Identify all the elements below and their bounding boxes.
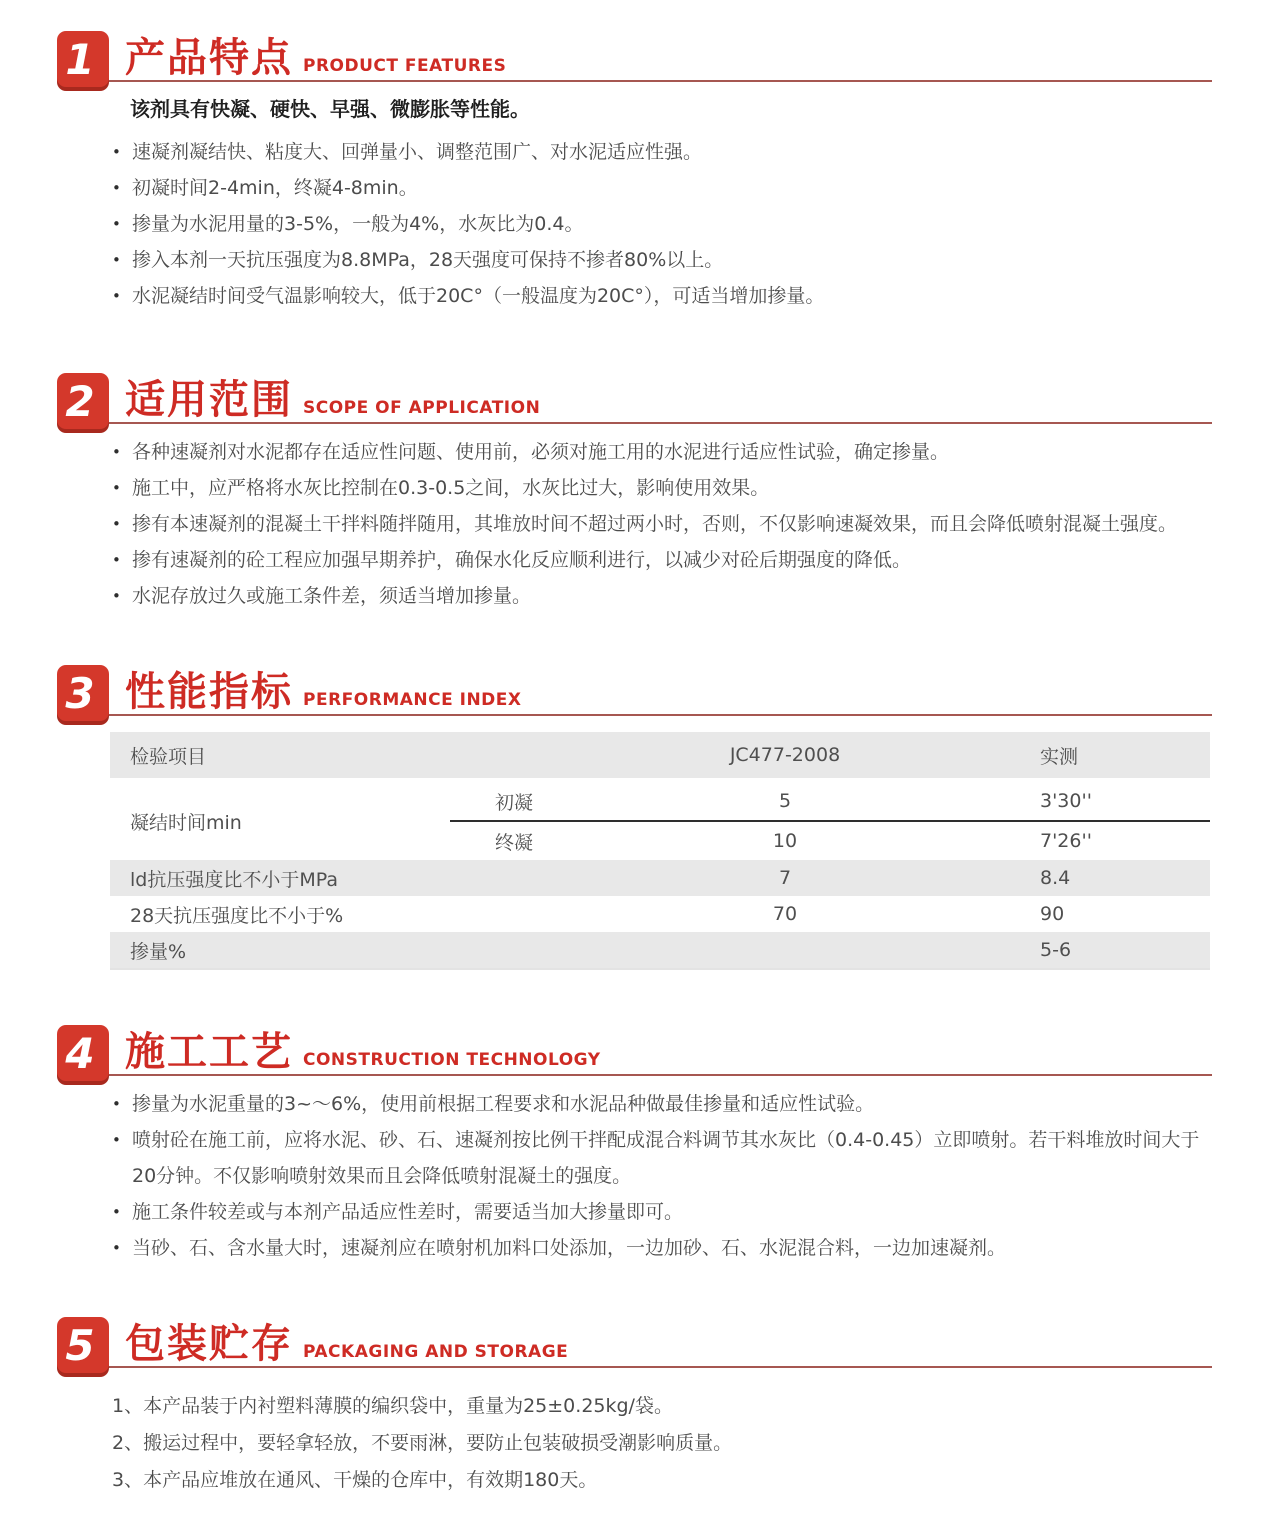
table-subrow-final-set (450, 822, 1210, 860)
table-cell: 终凝 (495, 831, 534, 854)
bullet-dot: • (112, 479, 121, 497)
table-cell: 5-6 (1040, 939, 1072, 961)
table-cell: 90 (1040, 903, 1065, 925)
section-title-cn: 性能指标 (125, 669, 293, 715)
table-row-dosage (110, 932, 1210, 968)
section-title-en: SCOPE OF APPLICATION (303, 398, 541, 418)
bullet-item: • 掺有速凝剂的砼工程应加强早期养护，确保水化反应顺利进行，以减少对砼后期强度的降低。 (112, 542, 1210, 578)
section-title-en: PERFORMANCE INDEX (303, 690, 522, 710)
section-1-number-badge (57, 31, 109, 87)
bullet-item: • 水泥存放过久或施工条件差，须适当增加掺量。 (112, 578, 1210, 614)
packaging-list (112, 1388, 1210, 1499)
table-cell: 10 (772, 830, 798, 852)
table-header-cell: 检验项目 (130, 745, 207, 768)
bullet-dot: • (112, 1239, 121, 1257)
construction-bullet-list (112, 1086, 1210, 1266)
bullet-dot: • (112, 215, 121, 233)
numbered-item: 1、本产品装于内衬塑料薄膜的编织袋中，重量为25±0.25kg/袋。 (112, 1395, 673, 1417)
bullet-item: • 各种速凝剂对水泥都存在适应性问题、使用前，必须对施工用的水泥进行适应性试验，确定掺量。 (112, 434, 1210, 470)
bullet-item: • 掺有本速凝剂的混凝土干拌料随拌随用，其堆放时间不超过两小时，否则，不仅影响速凝效果，而且会降低喷射混凝土强度。 (112, 506, 1210, 542)
section-product-features (0, 0, 1280, 314)
table-cell: 8.4 (1040, 867, 1071, 889)
section-5-number-badge (57, 1317, 109, 1373)
bullet-dot: • (112, 251, 121, 269)
section-4-number-badge (57, 1025, 109, 1081)
bullet-item: • 掺入本剂一天抗压强度为8.8MPa，28天强度可保持不掺者80%以上。 (112, 242, 1210, 278)
table-row-1d-strength (110, 860, 1210, 896)
table-header-cell: 实测 (1040, 745, 1079, 768)
setting-time-sub-block (450, 782, 1210, 860)
table-cell: 28天抗压强度比不小于% (130, 904, 344, 927)
bullet-dot: • (112, 287, 121, 305)
section-5-header (57, 1308, 1212, 1368)
table-header-row (110, 732, 1210, 778)
performance-table (110, 732, 1210, 970)
bullet-dot: • (112, 1131, 121, 1149)
section-title-en: PACKAGING AND STORAGE (303, 1342, 569, 1362)
table-cell: 70 (772, 903, 798, 925)
section-title-cn: 施工工艺 (125, 1029, 293, 1075)
bullet-dot: • (112, 143, 121, 161)
bullet-item: • 速凝剂凝结快、粘度大、回弹量小、调整范围广、对水泥适应性强。 (112, 134, 1210, 170)
bullet-item: • 掺量为水泥重量的3~～6%，使用前根据工程要求和水泥品种做最佳掺量和适应性试验。 (112, 1086, 1210, 1122)
table-cell: 3'30'' (1040, 790, 1092, 812)
section-1-header (57, 22, 1212, 82)
bullet-dot: • (112, 587, 121, 605)
bullet-dot: • (112, 1095, 121, 1113)
bullet-dot: • (112, 179, 121, 197)
section-number: 5 (65, 1320, 95, 1370)
table-subrow-initial-set (450, 782, 1210, 820)
section-2-number-badge (57, 373, 109, 429)
section-number: 1 (65, 34, 95, 84)
table-cell: 7 (778, 867, 792, 889)
section-title-en: CONSTRUCTION TECHNOLOGY (303, 1050, 601, 1070)
feature-bullet-list (112, 134, 1210, 314)
intro-text: 该剂具有快凝、硬快、早强、微膨胀等性能。 (130, 97, 530, 121)
bullet-item: • 施工条件较差或与本剂产品适应性差时，需要适当加大掺量即可。 (112, 1194, 1210, 1230)
section-number: 4 (65, 1028, 95, 1078)
numbered-item: 2、搬运过程中，要轻拿轻放，不要雨淋，要防止包装破损受潮影响质量。 (112, 1432, 733, 1454)
bullet-dot: • (112, 1203, 121, 1221)
bullet-item: • 掺量为水泥用量的3-5%，一般为4%，水灰比为0.4。 (112, 206, 1210, 242)
section-3-number-badge (57, 665, 109, 721)
table-cell: 掺量% (130, 940, 187, 963)
section-number: 3 (65, 668, 95, 718)
section-packaging-storage (0, 1308, 1280, 1499)
bullet-item: • 施工中，应严格将水灰比控制在0.3-0.5之间，水灰比过大，影响使用效果。 (112, 470, 1210, 506)
section-number: 2 (65, 376, 95, 426)
table-header-cell: JC477-2008 (729, 744, 841, 766)
bullet-item: • 当砂、石、含水量大时，速凝剂应在喷射机加料口处添加，一边加砂、石、水泥混合料，一边加速凝剂。 (112, 1230, 1210, 1266)
section-title-cn: 适用范围 (125, 377, 293, 423)
table-row-setting-time (110, 782, 1210, 860)
bullet-dot: • (112, 515, 121, 533)
table-cell: 7'26'' (1040, 830, 1092, 852)
bullet-item: • 初凝时间2-4min，终凝4-8min。 (112, 170, 1210, 206)
section-title-en: PRODUCT FEATURES (303, 56, 507, 76)
table-cell: ld抗压强度比不小于MPa (130, 868, 338, 891)
bullet-dot: • (112, 443, 121, 461)
section-performance-index (0, 656, 1280, 970)
section-title-cn: 包装贮存 (125, 1321, 293, 1367)
bullet-dot: • (112, 551, 121, 569)
scope-bullet-list (112, 434, 1210, 614)
table-cell: 凝结时间min (130, 811, 242, 834)
section-scope-of-application (0, 364, 1280, 614)
section-2-header (57, 364, 1212, 424)
section-title-cn: 产品特点 (125, 35, 293, 81)
table-row-28d-strength (110, 896, 1210, 932)
bullet-item: • 水泥凝结时间受气温影响较大，低于20C°（一般温度为20C°），可适当增加掺量。 (112, 278, 1210, 314)
section-construction-technology (0, 1016, 1280, 1266)
numbered-item: 3、本产品应堆放在通风、干燥的仓库中，有效期180天。 (112, 1469, 598, 1491)
section-4-header (57, 1016, 1212, 1076)
section-3-header (57, 656, 1212, 716)
table-cell: 初凝 (495, 791, 534, 814)
bullet-item: • 喷射砼在施工前，应将水泥、砂、石、速凝剂按比例干拌配成混合料调节其水灰比（0.4-0.45）立即喷射。若干料堆放时间大于20分钟。不仅影响喷射效果而且会降低喷射混凝土的强度。 (112, 1122, 1210, 1194)
table-cell: 5 (778, 790, 792, 812)
